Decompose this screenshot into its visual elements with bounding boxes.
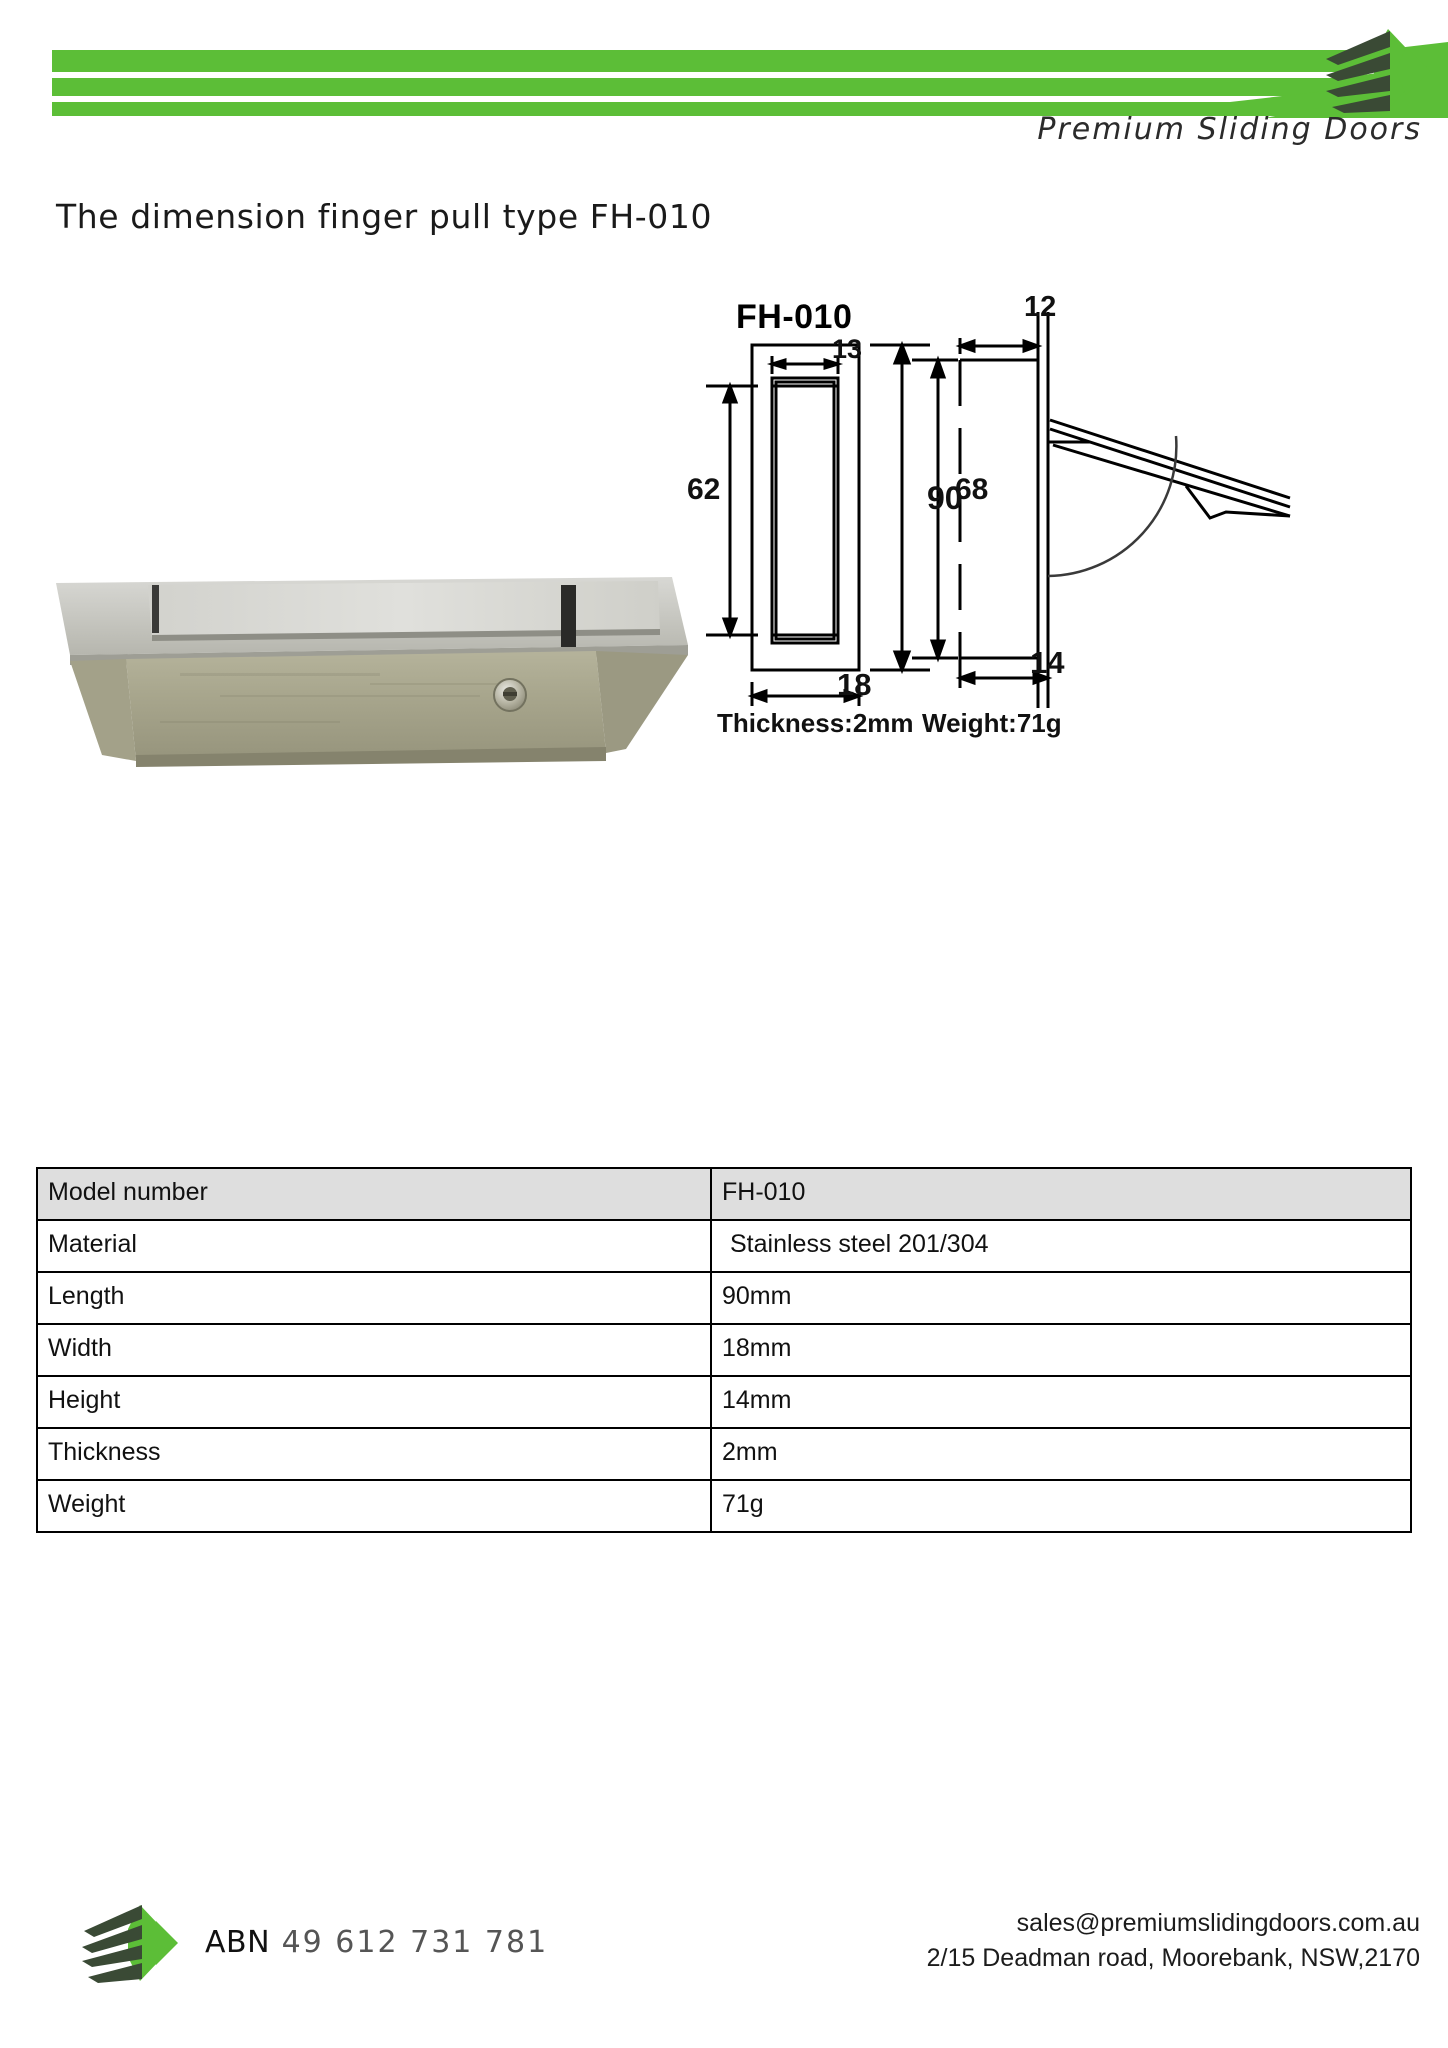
spec-value: Stainless steel 201/304 (711, 1220, 1411, 1272)
contact-block (927, 1906, 1420, 1975)
dim-label-62: 62 (687, 473, 721, 506)
table-row (37, 1324, 1411, 1376)
contact-address: 2/15 Deadman road, Moorebank, NSW,2170 (926, 1943, 1420, 1972)
dim-label-90: 90 (927, 480, 963, 516)
spec-value: 2mm (711, 1428, 1411, 1480)
table-row (37, 1428, 1411, 1480)
table-row (37, 1168, 1411, 1220)
spec-value: 90mm (711, 1272, 1411, 1324)
abn-line (205, 1925, 548, 1960)
spec-value: 14mm (711, 1376, 1411, 1428)
brand-name: Premium Sliding Doors (1037, 112, 1422, 147)
technical-drawing (687, 290, 1410, 950)
logo-chevron-icon (1318, 25, 1434, 117)
drawing-model-label: FH-010 (736, 298, 853, 336)
dim-label-18: 18 (837, 667, 872, 702)
finger-pull-photo-illustration (40, 555, 700, 770)
table-row (37, 1480, 1411, 1532)
dim-label-13: 13 (832, 334, 863, 364)
spec-key: Width (37, 1324, 711, 1376)
thickness-note: Thickness:2mm (717, 708, 914, 738)
drawing-geometry (690, 290, 1410, 950)
dim-label-12: 12 (1024, 291, 1057, 323)
weight-note: Weight:71g (922, 708, 1062, 738)
spec-value: FH-010 (711, 1168, 1411, 1220)
abn-number: 49 612 731 781 (281, 1925, 549, 1960)
table-row (37, 1272, 1411, 1324)
product-photo (40, 555, 700, 770)
page-header (0, 0, 1448, 165)
header-green-bars (0, 0, 1448, 130)
spec-key: Thickness (37, 1428, 711, 1480)
dim-label-68: 68 (955, 473, 989, 506)
table-row (37, 1376, 1411, 1428)
page-title: The dimension finger pull type FH-010 (56, 197, 713, 236)
spec-key: Model number (37, 1168, 711, 1220)
dim-label-14: 14 (1030, 645, 1065, 680)
abn-label: ABN (205, 1925, 271, 1960)
spec-value: 71g (711, 1480, 1411, 1532)
spec-table (36, 1167, 1412, 1533)
spec-key: Material (37, 1220, 711, 1272)
spec-key: Height (37, 1376, 711, 1428)
spec-key: Length (37, 1272, 711, 1324)
table-row (37, 1220, 1411, 1272)
contact-email[interactable]: sales@premiumslidingdoors.com.au (1016, 1909, 1420, 1937)
footer-logo-chevron-icon (78, 1903, 184, 1985)
spec-key: Weight (37, 1480, 711, 1532)
spec-value: 18mm (711, 1324, 1411, 1376)
